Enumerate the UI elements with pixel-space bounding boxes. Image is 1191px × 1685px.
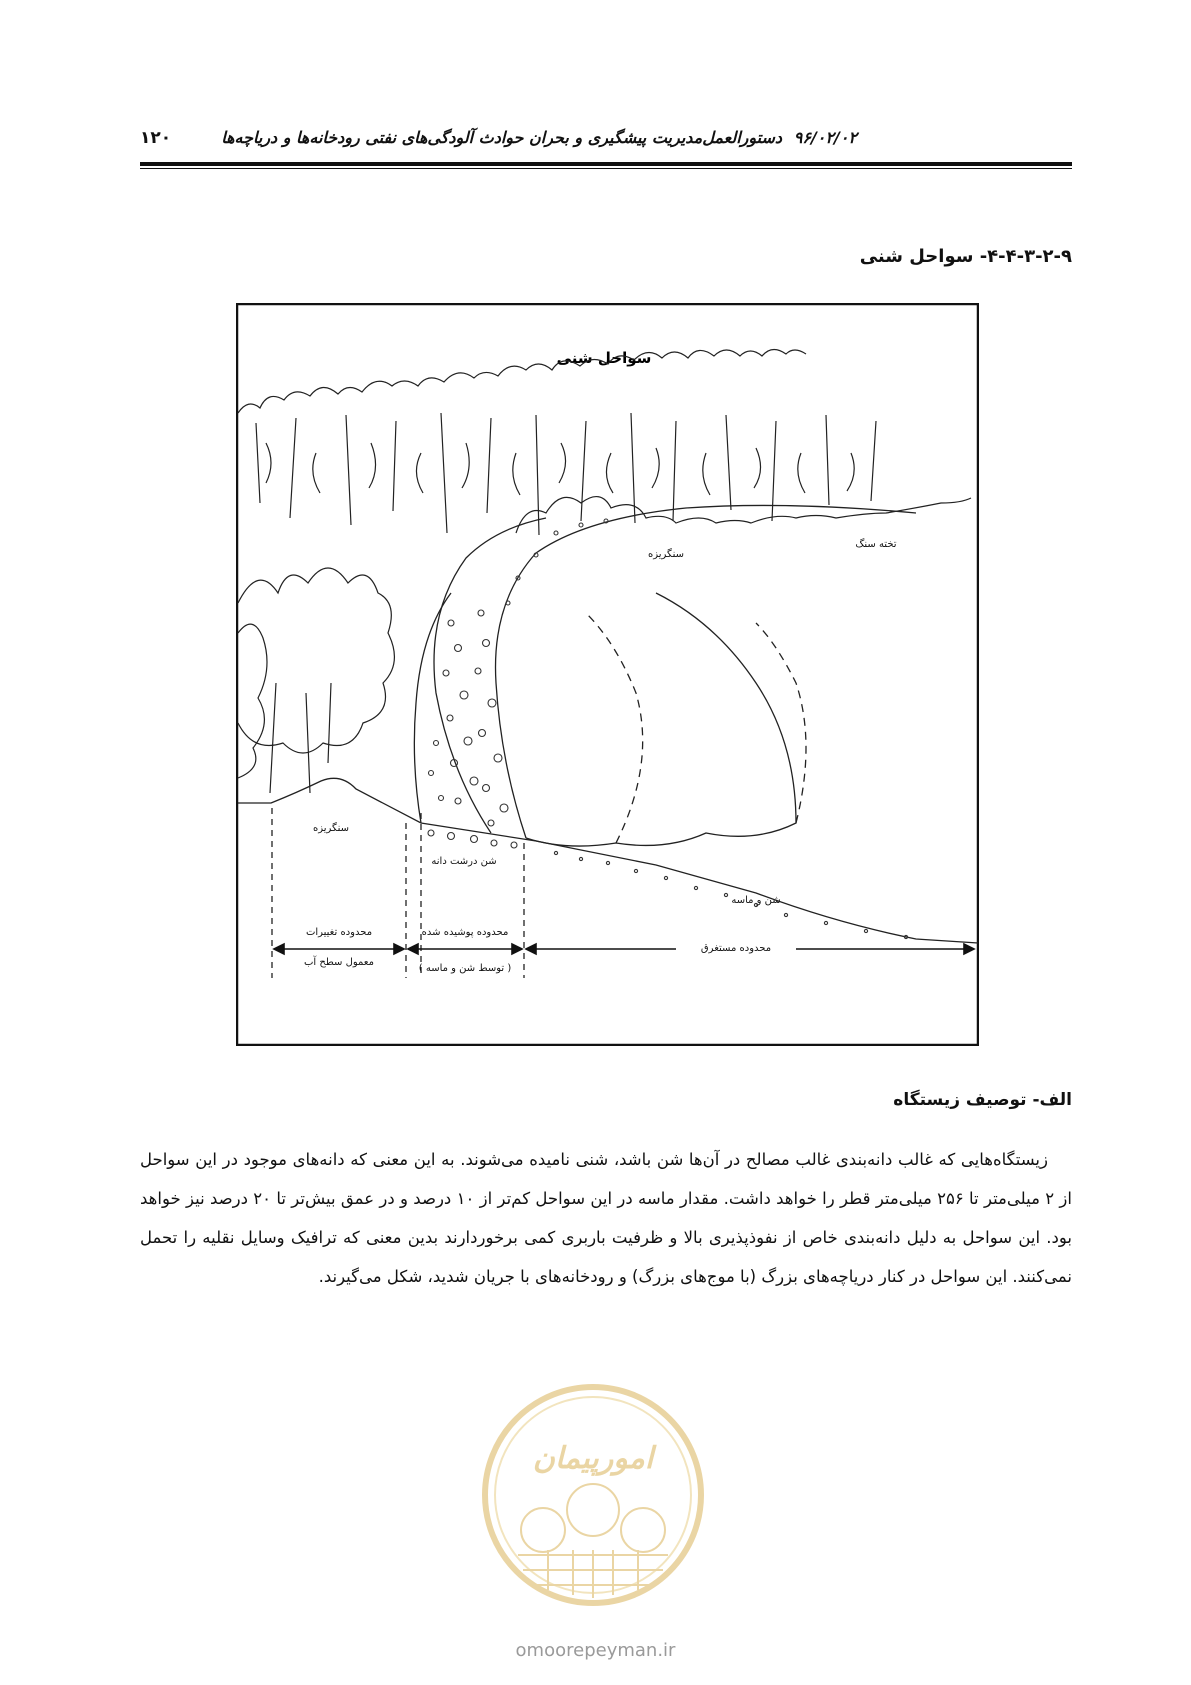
page-header [140, 128, 1072, 158]
paragraph: زیستگاه‌هایی که غالب دانه‌بندی غالب مصالح در آن‌ها شن باشد، شنی نامیده می‌شوند. به این معنی که دانه‌های موجود در این سواحل از ۲ میلی‌متر تا ۲۵۶ میلی‌متر قطر را خواهد داشت. مقدار ماسه در این سواحل کم‌تر از ۱۰ درصد و در عمق بیش‌تر تا ۲۰ درصد نیز خواهد بود. این سواحل به دلیل دانه‌بندی خاص از نفوذپذیری بالا و ظرفیت باربری کمی برخوردارند بدین معنی که ترافیک وسایل نقلیه را تحمل نمی‌کنند. این سواحل در کنار دریاچه‌های بزرگ (با موج‌های بزرگ) و رودخانه‌های با جریان شدید، شکل می‌گیرند. [140, 1150, 1072, 1286]
section-heading: ۴-۴-۳-۲-۹- سواحل شنی [859, 246, 1072, 267]
label-gravel-sand: شن و ماسه [731, 895, 781, 906]
sub-heading: الف- توصیف زیستگاه [893, 1090, 1072, 1110]
label-coarse-gravel: شن درشت دانه [431, 856, 497, 867]
page-number: ۱۲۰ [140, 128, 172, 148]
label-zone-changes-2: معمول سطح آب [304, 957, 374, 968]
header-rule-thick [140, 162, 1072, 166]
label-zone-submerged: محدوده مستغرق [700, 943, 772, 954]
body-text [140, 1140, 1072, 1296]
label-zone-changes-1: محدوده تغییرات [305, 927, 373, 938]
header-title: دستورالعمل‌مدیریت پیشگیری و بحران حوادث آلودگی‌های نفتی رودخانه‌ها و دریاچه‌ها [221, 128, 782, 147]
figure-title: سواحل شنی [556, 349, 652, 367]
label-zone-covered-1: محدوده پوشیده شده [421, 927, 509, 938]
label-boulder: تخته سنگ [855, 539, 897, 550]
header-rule-thin [140, 168, 1072, 169]
label-zone-covered-2: ( توسط شن و ماسه ) [418, 963, 512, 974]
gravel-beach-figure [236, 303, 979, 1046]
header-date: ۹۶/۰۲/۰۲ [793, 128, 857, 147]
watermark-logo-text: امورپیمان [532, 1441, 654, 1476]
label-pebble-top: سنگریزه [648, 549, 684, 560]
label-pebble-bottom: سنگریزه [313, 823, 349, 834]
watermark-logo [478, 1380, 708, 1610]
watermark-url: omoorepeyman.ir [515, 1640, 676, 1661]
